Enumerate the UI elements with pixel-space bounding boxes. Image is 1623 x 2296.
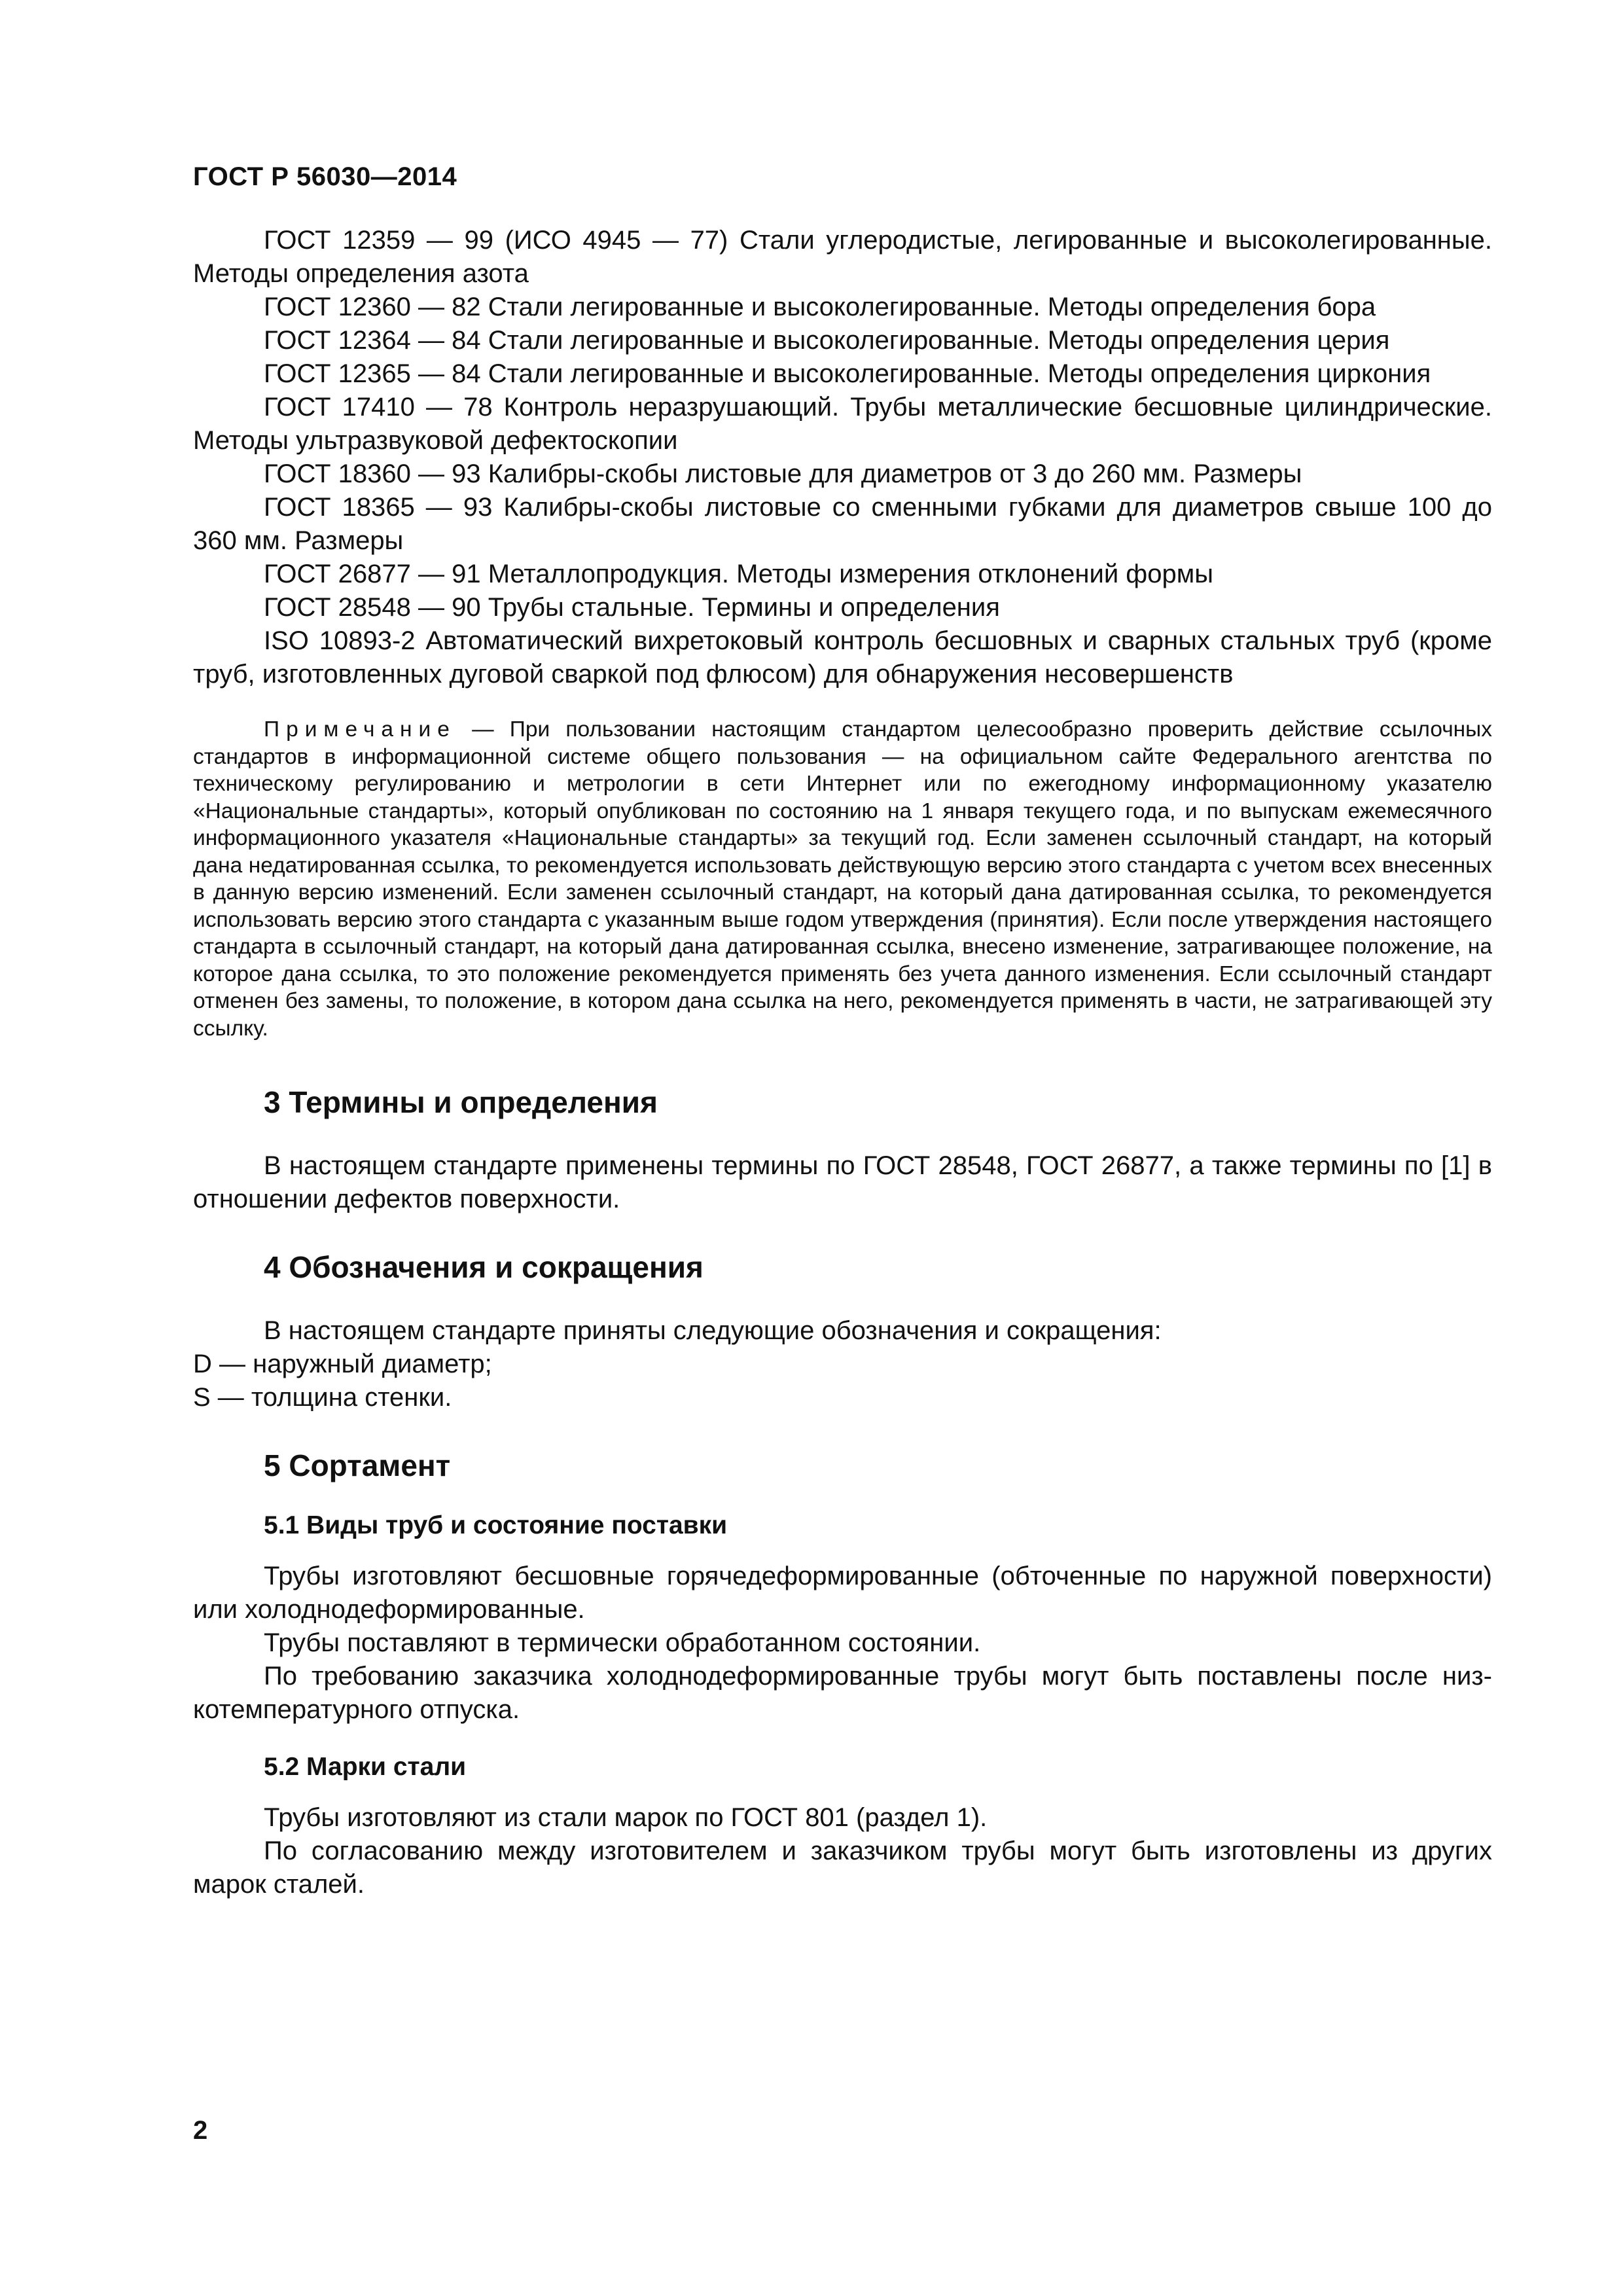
reference-item: ГОСТ 12364 — 84 Стали легированные и высоколегированные. Методы определения церия: [264, 326, 1390, 355]
page-number: 2: [193, 2116, 208, 2145]
page-content: [193, 224, 1492, 1901]
designation-item: D — наружный диаметр;: [193, 1350, 492, 1378]
reference-item: ГОСТ 26877 — 91 Металлопродукция. Методы измерения отклонений формы: [264, 560, 1213, 588]
reference-item: ГОСТ 28548 — 90 Трубы стальные. Термины и определения: [264, 593, 1000, 622]
reference-item: ISO 10893-2 Автоматический вихретоковый контроль бесшовных и сварных стальных труб (кроме труб, изготовленных дуговой сваркой под флюсом) для обнаружения несовершенств: [193, 626, 1492, 689]
section-4-heading: 4 Обозначения и сокращения: [264, 1250, 704, 1284]
reference-item: ГОСТ 12365 — 84 Стали легированные и высоколегированные. Методы определения циркония: [264, 359, 1431, 388]
subsection-5-1-paragraph: Трубы поставляют в термически обработанном состоянии.: [264, 1628, 981, 1657]
running-header-standard-id: ГОСТ Р 56030—2014: [193, 162, 457, 191]
designation-item: S — толщина стенки.: [193, 1383, 452, 1412]
reference-item: ГОСТ 17410 — 78 Контроль неразрушающий. Трубы металлические бесшовные цилиндрические. Методы ультразвуковой дефектоскопии: [193, 393, 1492, 455]
section-5-heading: 5 Сортамент: [264, 1448, 451, 1482]
normative-references-list: [193, 224, 1492, 691]
references-note: [193, 716, 1492, 1042]
subsection-5-2-paragraph: Трубы изготовляют из стали марок по ГОСТ 801 (раздел 1).: [264, 1803, 988, 1832]
subsection-5-1-paragraph: По требованию заказчика холоднодеформированные трубы могут быть поставлены после низкотемпературного отпуска.: [193, 1662, 1492, 1724]
reference-item: ГОСТ 18360 — 93 Калибры-скобы листовые для диаметров от 3 до 260 мм. Размеры: [264, 459, 1302, 488]
reference-item: ГОСТ 12359 — 99 (ИСО 4945 — 77) Стали углеродистые, легированные и высоколегированные. Методы определения азота: [193, 226, 1492, 288]
section-3-text: В настоящем стандарте применены термины по ГОСТ 28548, ГОСТ 26877, а также термины по [1] в отношении дефектов поверхности.: [193, 1151, 1492, 1213]
note-text: — При пользовании настоящим стандартом целесообразно проверить действие ссылочных стандартов в информационной системе общего пользования — на официальном сайте Федерального агентства по техническому регулированию и метрологии в сети Интернет или по ежегодному информационному указателю «Национальные стандарты», который опубликован по состоянию на 1 января текущего года, и по выпускам ежемесячного информационного указателя «Национальные стандарты» за текущий год. Если заменен ссылочный стандарт, на который дана недатированная ссылка, то рекомендуется использовать действующую версию этого стандарта с учетом всех внесенных в данную версию изменений. Если заменен ссылочный стандарт, на который дана датированная ссылка, то рекомендуется использовать версию этого стандарта с указанным выше годом утверждения (принятия). Если после утверждения настоящего стандарта в ссылочный стандарт, на который дана датированная ссылка, внесено изменение, затрагивающее положение, на которое дана ссылка, то это положение рекомендуется применять без учета данного изменения. Если ссылочный стандарт отменен без замены, то положение, в котором дана ссылка на него, рекомендуется применять в части, не затрагивающей эту ссылку.: [193, 717, 1492, 1041]
subsection-5-2-paragraph: По согласованию между изготовителем и заказчиком трубы могут быть изготовлены из других марок сталей.: [193, 1837, 1492, 1899]
reference-item: ГОСТ 18365 — 93 Калибры-скобы листовые со сменными губками для диаметров свыше 100 до 360 мм. Размеры: [193, 493, 1492, 555]
section-4-intro: В настоящем стандарте приняты следующие обозначения и сокращения:: [264, 1316, 1162, 1345]
subsection-5-2-heading: 5.2 Марки стали: [264, 1753, 467, 1781]
section-3-heading: 3 Термины и определения: [264, 1085, 658, 1119]
note-label: Примечание: [264, 717, 456, 742]
subsection-5-1-heading: 5.1 Виды труб и состояние поставки: [264, 1511, 728, 1539]
subsection-5-1-paragraph: Трубы изготовляют бесшовные горячедеформированные (обточенные по наружной поверхности) или холоднодеформированные.: [193, 1562, 1492, 1624]
reference-item: ГОСТ 12360 — 82 Стали легированные и высоколегированные. Методы определения бора: [264, 293, 1376, 321]
